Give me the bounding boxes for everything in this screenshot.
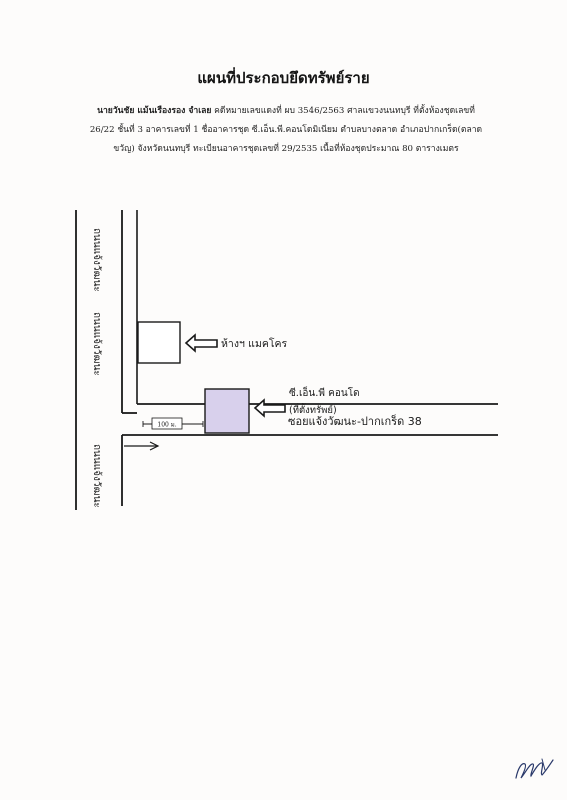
makro-store-box: [138, 322, 180, 363]
description-line-3: ขวัญ) จังหวัดนนทบุรี ทะเบียนอาคารชุดเลขที่ 29/2535 เนื้อที่ห้องชุดประมาณ 80 ตารางเมตร: [113, 144, 459, 154]
road-label-upper: ถนนแจ้งวัฒนะ: [91, 228, 102, 292]
condo-arrow-icon: [255, 400, 285, 416]
description-line-2: 26/22 ชั้นที่ 3 อาคารเลขที่ 1 ชื่ออาคารชุด ซี.เอ็น.พี.คอนโดมิเนียม ตำบลบางตลาด อำเภอปากเกร็ด(ตลาด: [89, 125, 483, 135]
road-label-middle: ถนนแจ้งวัฒนะ: [91, 312, 102, 376]
distance-label: 100 ม.: [157, 421, 177, 429]
makro-store-label: ห้างฯ แมคโคร: [221, 338, 288, 350]
condo-building: [205, 389, 249, 433]
defendant-name: นายวันชัย แม้นเรืองรอง จำเลย: [97, 106, 212, 116]
makro-arrow-icon: [186, 335, 217, 351]
document-title: แผนที่ประกอบยึดทรัพย์ราย: [197, 69, 370, 87]
soi-entry-arrow: [124, 442, 158, 450]
condo-sublabel: (ที่ตั้งทรัพย์): [289, 405, 337, 416]
road-label-lower: ถนนแจ้งวัฒนะ: [91, 444, 102, 508]
soi-label: ซอยแจ้งวัฒนะ-ปากเกร็ด 38: [288, 415, 422, 428]
handwritten-signature: [512, 754, 556, 784]
condo-label: ซี.เอ็น.พี คอนโด: [289, 388, 360, 399]
description-line-1-rest: คดีหมายเลขแดงที่ ผบ 3546/2563 ศาลแขวงนนทบุรี ที่ตั้งห้องชุดเลขที่: [211, 106, 475, 116]
